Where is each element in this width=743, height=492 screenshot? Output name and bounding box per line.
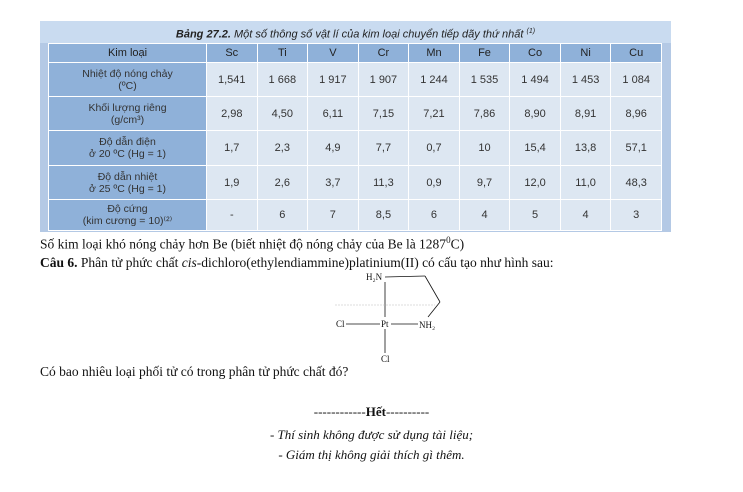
footer-note-1: - Thí sinh không được sử dụng tài liệu; bbox=[269, 427, 474, 442]
pt-label: Pt bbox=[381, 319, 389, 329]
table-cell: 1 907 bbox=[358, 63, 409, 97]
row-label-line1: Khối lượng riêng bbox=[88, 101, 167, 114]
table-row bbox=[49, 200, 662, 231]
table-cell: 6,11 bbox=[308, 97, 359, 131]
table-cell: 12,0 bbox=[510, 166, 561, 200]
cl-left-label: Cl bbox=[336, 319, 345, 329]
table-cell: 9,7 bbox=[459, 166, 510, 200]
table-cell: 1 244 bbox=[409, 63, 460, 97]
bond-ch2-ch2 bbox=[425, 276, 440, 302]
row-label-line2: ở 20 ºC (Hg = 1) bbox=[89, 148, 166, 160]
line1-sup: 0 bbox=[446, 235, 451, 245]
table-cell: 3 bbox=[611, 200, 662, 231]
cl-bottom-label: Cl bbox=[381, 354, 390, 364]
table-cell: 1,9 bbox=[207, 166, 258, 200]
table-row bbox=[49, 131, 662, 166]
table-cell: 15,4 bbox=[510, 131, 561, 166]
table-cell: 4,50 bbox=[257, 97, 308, 131]
table-cell: 10 bbox=[459, 131, 510, 166]
table-cell: 6 bbox=[409, 200, 460, 231]
header-cell: Kim loại bbox=[49, 44, 207, 63]
header-cell: Cu bbox=[611, 44, 662, 63]
table-row bbox=[49, 97, 662, 131]
table-cell: 1 535 bbox=[459, 63, 510, 97]
table-cell: 1,541 bbox=[207, 63, 258, 97]
table-cell: 8,96 bbox=[611, 97, 662, 131]
row-label bbox=[49, 131, 207, 166]
table-cell: 4 bbox=[560, 200, 611, 231]
row-label-line2: ở 25 ºC (Hg = 1) bbox=[89, 182, 166, 195]
table-cell: 8,91 bbox=[560, 97, 611, 131]
line1-main: Số kim loại khó nóng chảy hơn Be (biết nhiệt độ nóng chảy của Be là 1287 bbox=[40, 236, 447, 252]
bond-ch2-n bbox=[428, 302, 440, 317]
question-label: Câu 6. bbox=[40, 255, 78, 270]
row-label bbox=[49, 97, 207, 131]
row-label-line2: (kim cương = 10)⁽²⁾ bbox=[82, 215, 173, 227]
table-cell: 1 668 bbox=[257, 63, 308, 97]
table-cell: 13,8 bbox=[560, 131, 611, 166]
table-cell: 7,86 bbox=[459, 97, 510, 131]
complex-structure-diagram bbox=[330, 270, 450, 365]
table-cell: 1 494 bbox=[510, 63, 561, 97]
end-marker bbox=[0, 404, 743, 420]
table-cell: 2,3 bbox=[257, 131, 308, 166]
table-cell: 2,6 bbox=[257, 166, 308, 200]
caption-bold: Bảng 27.2. bbox=[175, 28, 231, 41]
header-cell: Ni bbox=[560, 44, 611, 63]
table-cell: 6 bbox=[257, 200, 308, 231]
table-cell: 1,7 bbox=[207, 131, 258, 166]
table-cell: 1 084 bbox=[611, 63, 662, 97]
table-row bbox=[49, 166, 662, 200]
header-cell: Fe bbox=[459, 44, 510, 63]
table-caption bbox=[40, 21, 671, 43]
table-cell: 2,98 bbox=[207, 97, 258, 131]
question-6 bbox=[40, 255, 553, 271]
row-label-line1: Nhiệt độ nóng chảy bbox=[82, 67, 173, 80]
table-cell: 4,9 bbox=[308, 131, 359, 166]
physical-properties-table bbox=[48, 43, 662, 231]
question-post: -dichloro(ethylendiammine)platinium(II) có cấu tạo như hình sau: bbox=[196, 255, 554, 270]
table-cell: 11,0 bbox=[560, 166, 611, 200]
table-cell: 0,7 bbox=[409, 131, 460, 166]
header-cell: Co bbox=[510, 44, 561, 63]
end-word: Hết bbox=[365, 404, 386, 419]
table-cell: 7,15 bbox=[358, 97, 409, 131]
row-label bbox=[49, 63, 207, 97]
row-label-line1: Độ dẫn nhiệt bbox=[97, 170, 158, 183]
row-label-line2: (g/cm³) bbox=[110, 113, 145, 126]
bond-n-ch2 bbox=[385, 276, 425, 277]
table-cell: 3,7 bbox=[308, 166, 359, 200]
line1-end: C) bbox=[450, 236, 465, 252]
table-cell: - bbox=[207, 200, 258, 231]
row-label-line2: (ºC) bbox=[118, 79, 137, 92]
melting-point-question bbox=[40, 235, 464, 253]
header-cell: Ti bbox=[257, 44, 308, 63]
row-label bbox=[49, 200, 207, 231]
table-cell: 4 bbox=[459, 200, 510, 231]
row-label-line1: Độ cứng bbox=[107, 203, 148, 215]
table-row bbox=[49, 63, 662, 97]
end-dashes-right: ---------- bbox=[385, 404, 430, 419]
table-cell: 7,21 bbox=[409, 97, 460, 131]
header-cell: Mn bbox=[409, 44, 460, 63]
row-label-line1: Độ dẫn điện bbox=[99, 136, 156, 148]
caption-sup: (1) bbox=[526, 28, 536, 35]
table-cell: 57,1 bbox=[611, 131, 662, 166]
question-pre: Phân tử phức chất bbox=[77, 255, 182, 270]
table-cell: 1 453 bbox=[560, 63, 611, 97]
caption-text: Một số thông số vật lí của kim loại chuyển tiếp dãy thứ nhất bbox=[230, 28, 527, 41]
ligand-question: Có bao nhiêu loại phối tử có trong phân tử phức chất đó? bbox=[40, 364, 349, 379]
nh2-label: NH₂ bbox=[419, 320, 436, 330]
end-dashes-left: ------------ bbox=[313, 404, 366, 419]
table-cell: 11,3 bbox=[358, 166, 409, 200]
molecule-svg bbox=[330, 270, 450, 365]
question-cis: cis bbox=[181, 255, 197, 270]
table-cell: 1 917 bbox=[308, 63, 359, 97]
table-cell: 8,90 bbox=[510, 97, 561, 131]
header-cell: Sc bbox=[207, 44, 258, 63]
table-header-row bbox=[49, 44, 662, 63]
h2n-label: H₂N bbox=[366, 272, 383, 282]
table-cell: 8,5 bbox=[358, 200, 409, 231]
table-cell: 5 bbox=[510, 200, 561, 231]
table-cell: 7,7 bbox=[358, 131, 409, 166]
table-cell: 48,3 bbox=[611, 166, 662, 200]
header-cell: Cr bbox=[358, 44, 409, 63]
table-cell: 7 bbox=[308, 200, 359, 231]
footer-note-2: - Giám thị không giải thích gì thêm. bbox=[278, 447, 465, 462]
row-label bbox=[49, 166, 207, 200]
table-cell: 0,9 bbox=[409, 166, 460, 200]
header-cell: V bbox=[308, 44, 359, 63]
